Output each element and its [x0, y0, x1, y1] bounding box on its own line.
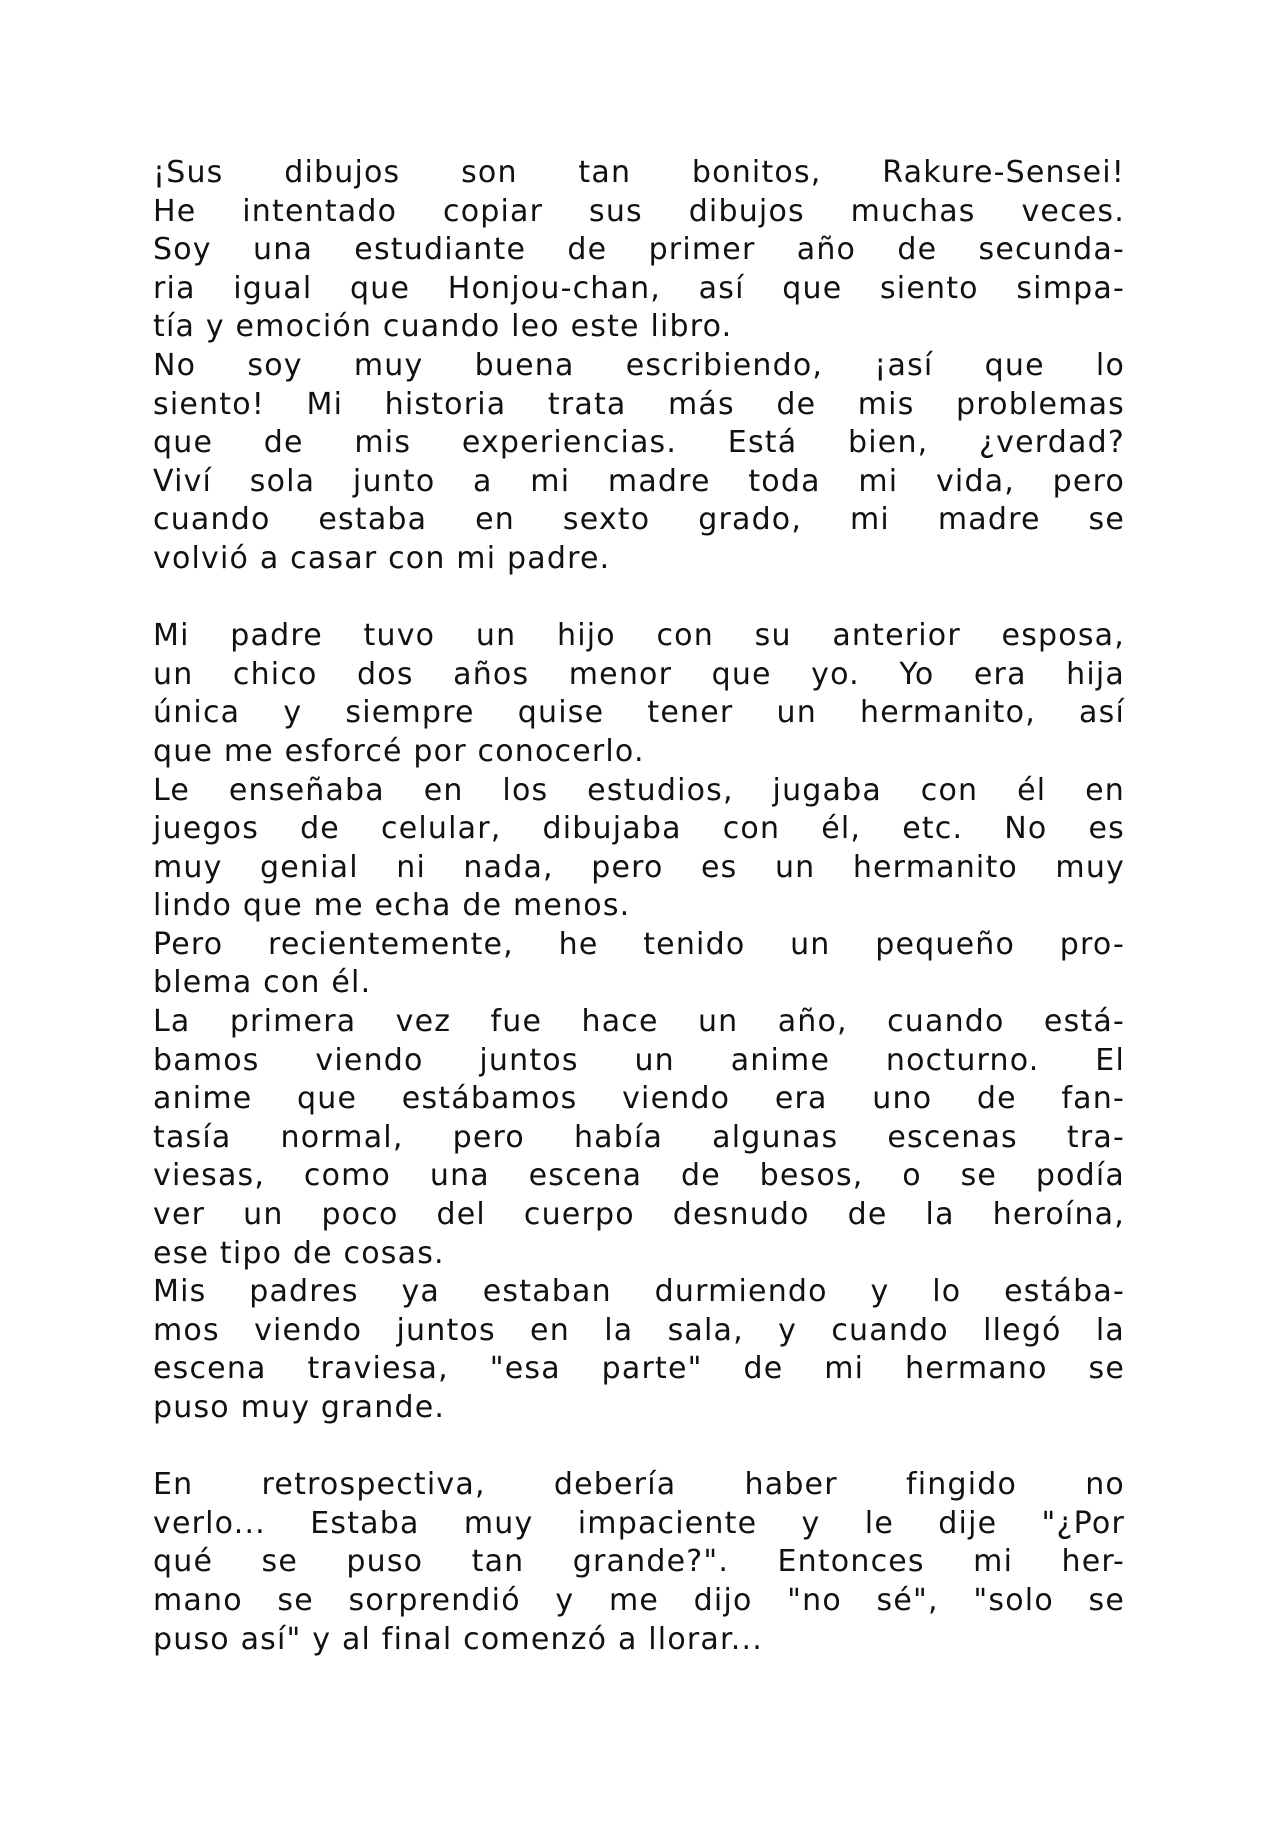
text-line: qué se puso tan grande?". Entonces mi her-	[153, 1544, 1125, 1580]
text-line: Soy una estudiante de primer año de secunda-	[153, 232, 1125, 268]
text-line: La primera vez fue hace un año, cuando está-	[153, 1004, 1125, 1040]
paragraph	[153, 617, 1125, 1427]
text-line: única y siempre quise tener un hermanito, así	[153, 695, 1125, 731]
text-line: mano se sorprendió y me dijo "no sé", "solo se	[153, 1582, 1125, 1618]
text-line: Mi padre tuvo un hijo con su anterior esposa,	[153, 618, 1125, 654]
document-page	[153, 154, 1125, 1659]
text-line: volvió a casar con mi padre.	[153, 540, 611, 576]
text-line: tasía normal, pero había algunas escenas tra-	[153, 1119, 1125, 1155]
text-line: mos viendo juntos en la sala, y cuando llegó la	[153, 1312, 1125, 1348]
text-line: tía y emoción cuando leo este libro.	[153, 309, 733, 345]
text-line: viesas, como una escena de besos, o se podía	[153, 1158, 1125, 1194]
text-line: que de mis experiencias. Está bien, ¿verdad?	[153, 425, 1125, 461]
text-line: Viví sola junto a mi madre toda mi vida, pero	[153, 463, 1125, 499]
text-line: puso muy grande.	[153, 1390, 446, 1425]
text-line: un chico dos años menor que yo. Yo era hija	[153, 656, 1125, 692]
text-line: ver un poco del cuerpo desnudo de la heroína,	[153, 1197, 1125, 1233]
text-line: siento! Mi historia trata más de mis problemas	[153, 386, 1125, 422]
paragraph	[153, 154, 1125, 579]
text-line: Pero recientemente, he tenido un pequeño pro-	[153, 926, 1125, 962]
text-line: lindo que me echa de menos.	[153, 888, 631, 924]
text-line: En retrospectiva, debería haber fingido no	[153, 1467, 1125, 1503]
text-line: verlo... Estaba muy impaciente y le dije "¿Por	[153, 1505, 1125, 1541]
text-line: Le enseñaba en los estudios, jugaba con él en	[153, 772, 1125, 808]
text-line: anime que estábamos viendo era uno de fan-	[153, 1081, 1125, 1117]
text-line: Mis padres ya estaban durmiendo y lo estába-	[153, 1274, 1125, 1310]
text-line: bamos viendo juntos un anime nocturno. El	[153, 1042, 1125, 1078]
text-line: que me esforcé por conocerlo.	[153, 733, 645, 769]
text-line: ¡Sus dibujos son tan bonitos, Rakure-Sensei!	[153, 155, 1125, 190]
text-line: ria igual que Honjou-chan, así que siento simpa-	[153, 270, 1125, 306]
text-line: blema con él.	[153, 965, 372, 1001]
paragraph	[153, 1466, 1125, 1659]
text-line: He intentado copiar sus dibujos muchas veces.	[153, 193, 1125, 229]
text-line: muy genial ni nada, pero es un hermanito muy	[153, 849, 1125, 885]
text-line: juegos de celular, dibujaba con él, etc. No es	[153, 811, 1125, 847]
text-line: No soy muy buena escribiendo, ¡así que lo	[153, 347, 1125, 383]
text-line: ese tipo de cosas.	[153, 1235, 445, 1271]
paragraph-gap	[153, 1428, 1125, 1467]
text-line: puso así" y al final comenzó a llorar...	[153, 1621, 764, 1657]
text-line: escena traviesa, "esa parte" de mi hermano se	[153, 1351, 1125, 1387]
paragraph-gap	[153, 579, 1125, 618]
text-line: cuando estaba en sexto grado, mi madre se	[153, 502, 1125, 538]
